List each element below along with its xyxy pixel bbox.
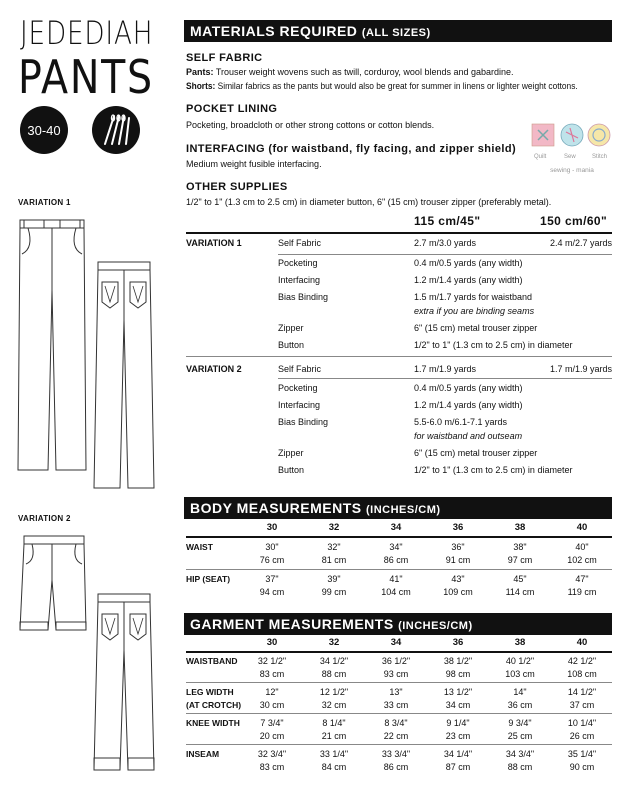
measure-cell: 41" [389,574,403,584]
supplies-item: Self Fabric [278,364,322,374]
garment-measurements-note: (INCHES/CM) [398,620,473,632]
svg-text:Sew: Sew [564,154,576,160]
measure-cell: 114 cm [505,587,535,597]
supplies-item: Zipper [278,323,304,333]
measure-cell: 98 cm [445,669,471,679]
measure-cell: 20 cm [259,731,285,741]
measure-cell: 22 cm [383,731,409,741]
supplies-amount-115: 1/2" to 1" (1.3 cm to 2.5 cm) in diameter [414,465,573,475]
size-header: 36 [452,522,464,533]
garment-row-label: LEG WIDTH [186,687,234,697]
garment-measurements-title: GARMENT MEASUREMENTS [190,616,394,632]
supplies-item: Button [278,340,305,350]
supplies-amount-115: 1/2" to 1" (1.3 cm to 2.5 cm) in diameter [414,340,573,350]
measure-cell: 38 1/2" [443,656,473,666]
supplies-note: extra if you are binding seams [414,306,535,316]
garment-row-label: WAISTBAND [186,656,238,666]
measure-cell: 13 1/2" [443,687,473,697]
measure-cell: 119 cm [567,587,597,597]
interfacing-text: Medium weight fusible interfacing. [186,159,322,169]
measure-cell: 32" [327,542,341,552]
shorts-lead: Shorts: [186,81,216,91]
variation-1-pants-illustration [14,210,164,490]
measure-cell: 33 cm [383,700,409,710]
variation-2-shorts-illustration [14,530,164,780]
materials-header [184,20,612,42]
pants-text: Trouser weight wovens such as twill, corduroy, wool blends and gabardine. [215,67,514,77]
supplies-item: Interfacing [278,400,321,410]
measure-cell: 34" [389,542,403,552]
size-header: 40 [576,522,588,533]
supplies-amount-115: 1.2 m/1.4 yards (any width) [414,275,523,285]
measure-cell: 91 cm [445,555,471,565]
measure-cell: 21 cm [321,731,347,741]
measure-cell: 97 cm [507,555,533,565]
measure-cell: 14 1/2" [567,687,597,697]
pants-lead: Pants: [186,67,214,77]
measure-cell: 32 3/4" [257,749,287,759]
supplies-item: Self Fabric [278,238,322,248]
measure-cell: 76 cm [259,555,285,565]
supplies-item: Interfacing [278,275,321,285]
measure-cell: 40" [575,542,589,552]
supplies-amount-115: 0.4 m/0.5 yards (any width) [414,383,523,393]
supplies-table [186,232,612,484]
measure-cell: 42 1/2" [567,656,597,666]
size-header: 38 [514,637,526,648]
body-measurements-header [184,497,612,519]
supplies-note: for waistband and outseam [414,431,523,441]
measure-cell: 14" [513,687,527,697]
materials-header-title: MATERIALS REQUIRED [190,23,358,39]
supplies-variation-label: VARIATION 2 [186,364,242,374]
pocket-lining-text: Pocketing, broadcloth or other strong cottons or cotton blends. [186,120,435,130]
body-row-label: WAIST [186,542,213,552]
measure-cell: 7 3/4" [260,718,284,728]
svg-text:Quilt: Quilt [534,154,547,160]
measure-cell: 8 3/4" [384,718,408,728]
size-header: 34 [390,637,402,648]
size-header: 34 [390,522,402,533]
measure-cell: 36 1/2" [381,656,411,666]
measure-cell: 34 1/4" [443,749,473,759]
measure-cell: 104 cm [381,587,411,597]
measure-cell: 26 cm [569,731,595,741]
materials-header-note: (ALL SIZES) [361,27,431,39]
supplies-amount-150: 2.4 m/2.7 yards [549,238,612,248]
measure-cell: 23 cm [445,731,471,741]
measure-cell: 38" [513,542,527,552]
measure-cell: 39" [327,574,341,584]
needles-icon [92,106,140,154]
measure-cell: 81 cm [321,555,347,565]
interfacing-title: INTERFACING (for waistband, fly facing, and zipper shield) [186,143,517,155]
measure-cell: 13" [389,687,403,697]
body-measurements-title: BODY MEASUREMENTS [190,500,362,516]
measure-cell: 84 cm [321,762,347,772]
supplies-item: Bias Binding [278,292,329,302]
size-header: 38 [514,522,526,533]
garment-measurements-table [186,637,612,787]
brand-title-line2: PANTS [18,50,154,104]
measure-cell: 83 cm [259,762,285,772]
measure-cell: 34 3/4" [505,749,535,759]
supplies-amount-150: 1.7 m/1.9 yards [549,364,612,374]
measure-cell: 33 3/4" [381,749,411,759]
size-range-text: 30-40 [27,122,61,138]
measure-cell: 93 cm [383,669,409,679]
body-row-label: HIP (SEAT) [186,574,231,584]
measure-cell: 36 cm [507,700,533,710]
measure-cell: 8 1/4" [322,718,346,728]
measure-cell: 25 cm [507,731,533,741]
measure-cell: 83 cm [259,669,285,679]
supplies-item: Bias Binding [278,417,329,427]
body-measurements-note: (INCHES/CM) [365,504,441,516]
measure-cell: 34 1/2" [319,656,349,666]
measure-cell: 108 cm [567,669,597,679]
measure-cell: 12 1/2" [319,687,349,697]
measure-cell: 94 cm [259,587,285,597]
measure-cell: 9 3/4" [508,718,532,728]
garment-row-label: INSEAM [186,749,220,759]
supplies-amount-115: 6" (15 cm) metal trouser zipper [414,323,538,333]
width-150-header: 150 cm/60" [540,214,608,228]
pants-fabric-line [186,67,514,77]
supplies-item: Zipper [278,448,304,458]
measure-cell: 34 cm [445,700,471,710]
supplies-variation-label: VARIATION 1 [186,238,242,248]
measure-cell: 40 1/2" [505,656,535,666]
measure-cell: 90 cm [569,762,595,772]
measure-cell: 37" [265,574,279,584]
measure-cell: 35 1/4" [567,749,597,759]
measure-cell: 10 1/4" [567,718,597,728]
pocket-lining-title: POCKET LINING [186,103,278,115]
measure-cell: 30 cm [259,700,285,710]
measure-cell: 43" [451,574,465,584]
other-supplies-title: OTHER SUPPLIES [186,181,288,193]
sewing-mania-caption: sewing - mania [550,167,594,174]
measure-cell: 102 cm [567,555,597,565]
supplies-amount-115: 0.4 m/0.5 yards (any width) [414,258,523,268]
size-header: 40 [576,637,588,648]
shorts-fabric-line [186,81,578,91]
variation-2-label: VARIATION 2 [18,514,71,523]
measure-cell: 36" [451,542,465,552]
supplies-item: Pocketing [278,258,318,268]
measure-cell: 12" [265,687,279,697]
size-header: 32 [328,637,340,648]
measure-cell: 33 1/4" [319,749,349,759]
size-header: 32 [328,522,340,533]
measure-cell: 9 1/4" [446,718,470,728]
supplies-amount-115: 2.7 m/3.0 yards [414,238,477,248]
self-fabric-title: SELF FABRIC [186,52,263,64]
supplies-item: Button [278,465,305,475]
variation-1-label: VARIATION 1 [18,198,71,207]
supplies-amount-115: 1.5 m/1.7 yards for waistband [414,292,533,302]
supplies-amount-115: 5.5-6.0 m/6.1-7.1 yards [414,417,508,427]
measure-cell: 45" [513,574,527,584]
size-range-badge [20,106,68,154]
garment-measurements-header [184,613,612,635]
garment-row-label-sub: (AT CROTCH) [186,700,242,710]
measure-cell: 47" [575,574,589,584]
width-115-header: 115 cm/45" [414,214,481,228]
measure-cell: 32 1/2" [257,656,287,666]
measure-cell: 109 cm [443,587,473,597]
measure-cell: 32 cm [321,700,347,710]
sewing-mania-logo [530,118,614,174]
measure-cell: 103 cm [505,669,535,679]
svg-text:Stitch: Stitch [592,154,608,160]
brand-title-line1: JEDEDIAH [20,14,154,52]
measure-cell: 99 cm [321,587,347,597]
measure-cell: 30" [265,542,279,552]
supplies-amount-115: 1.2 m/1.4 yards (any width) [414,400,523,410]
supplies-amount-115: 6" (15 cm) metal trouser zipper [414,448,538,458]
garment-row-label: KNEE WIDTH [186,718,240,728]
other-supplies-text: 1/2" to 1" (1.3 cm to 2.5 cm) in diameter button, 6" (15 cm) trouser zipper (preferably metal). [186,197,552,207]
size-header: 36 [452,637,464,648]
size-header: 30 [266,637,278,648]
measure-cell: 88 cm [321,669,347,679]
shorts-text: Similar fabrics as the pants but would also be great for summer in linens or lighter weight cottons. [217,81,578,91]
measure-cell: 86 cm [383,762,409,772]
measure-cell: 37 cm [569,700,595,710]
measure-cell: 86 cm [383,555,409,565]
supplies-amount-115: 1.7 m/1.9 yards [414,364,477,374]
body-measurements-table [186,522,612,602]
size-header: 30 [266,522,278,533]
measure-cell: 88 cm [507,762,533,772]
measure-cell: 87 cm [445,762,471,772]
supplies-item: Pocketing [278,383,318,393]
